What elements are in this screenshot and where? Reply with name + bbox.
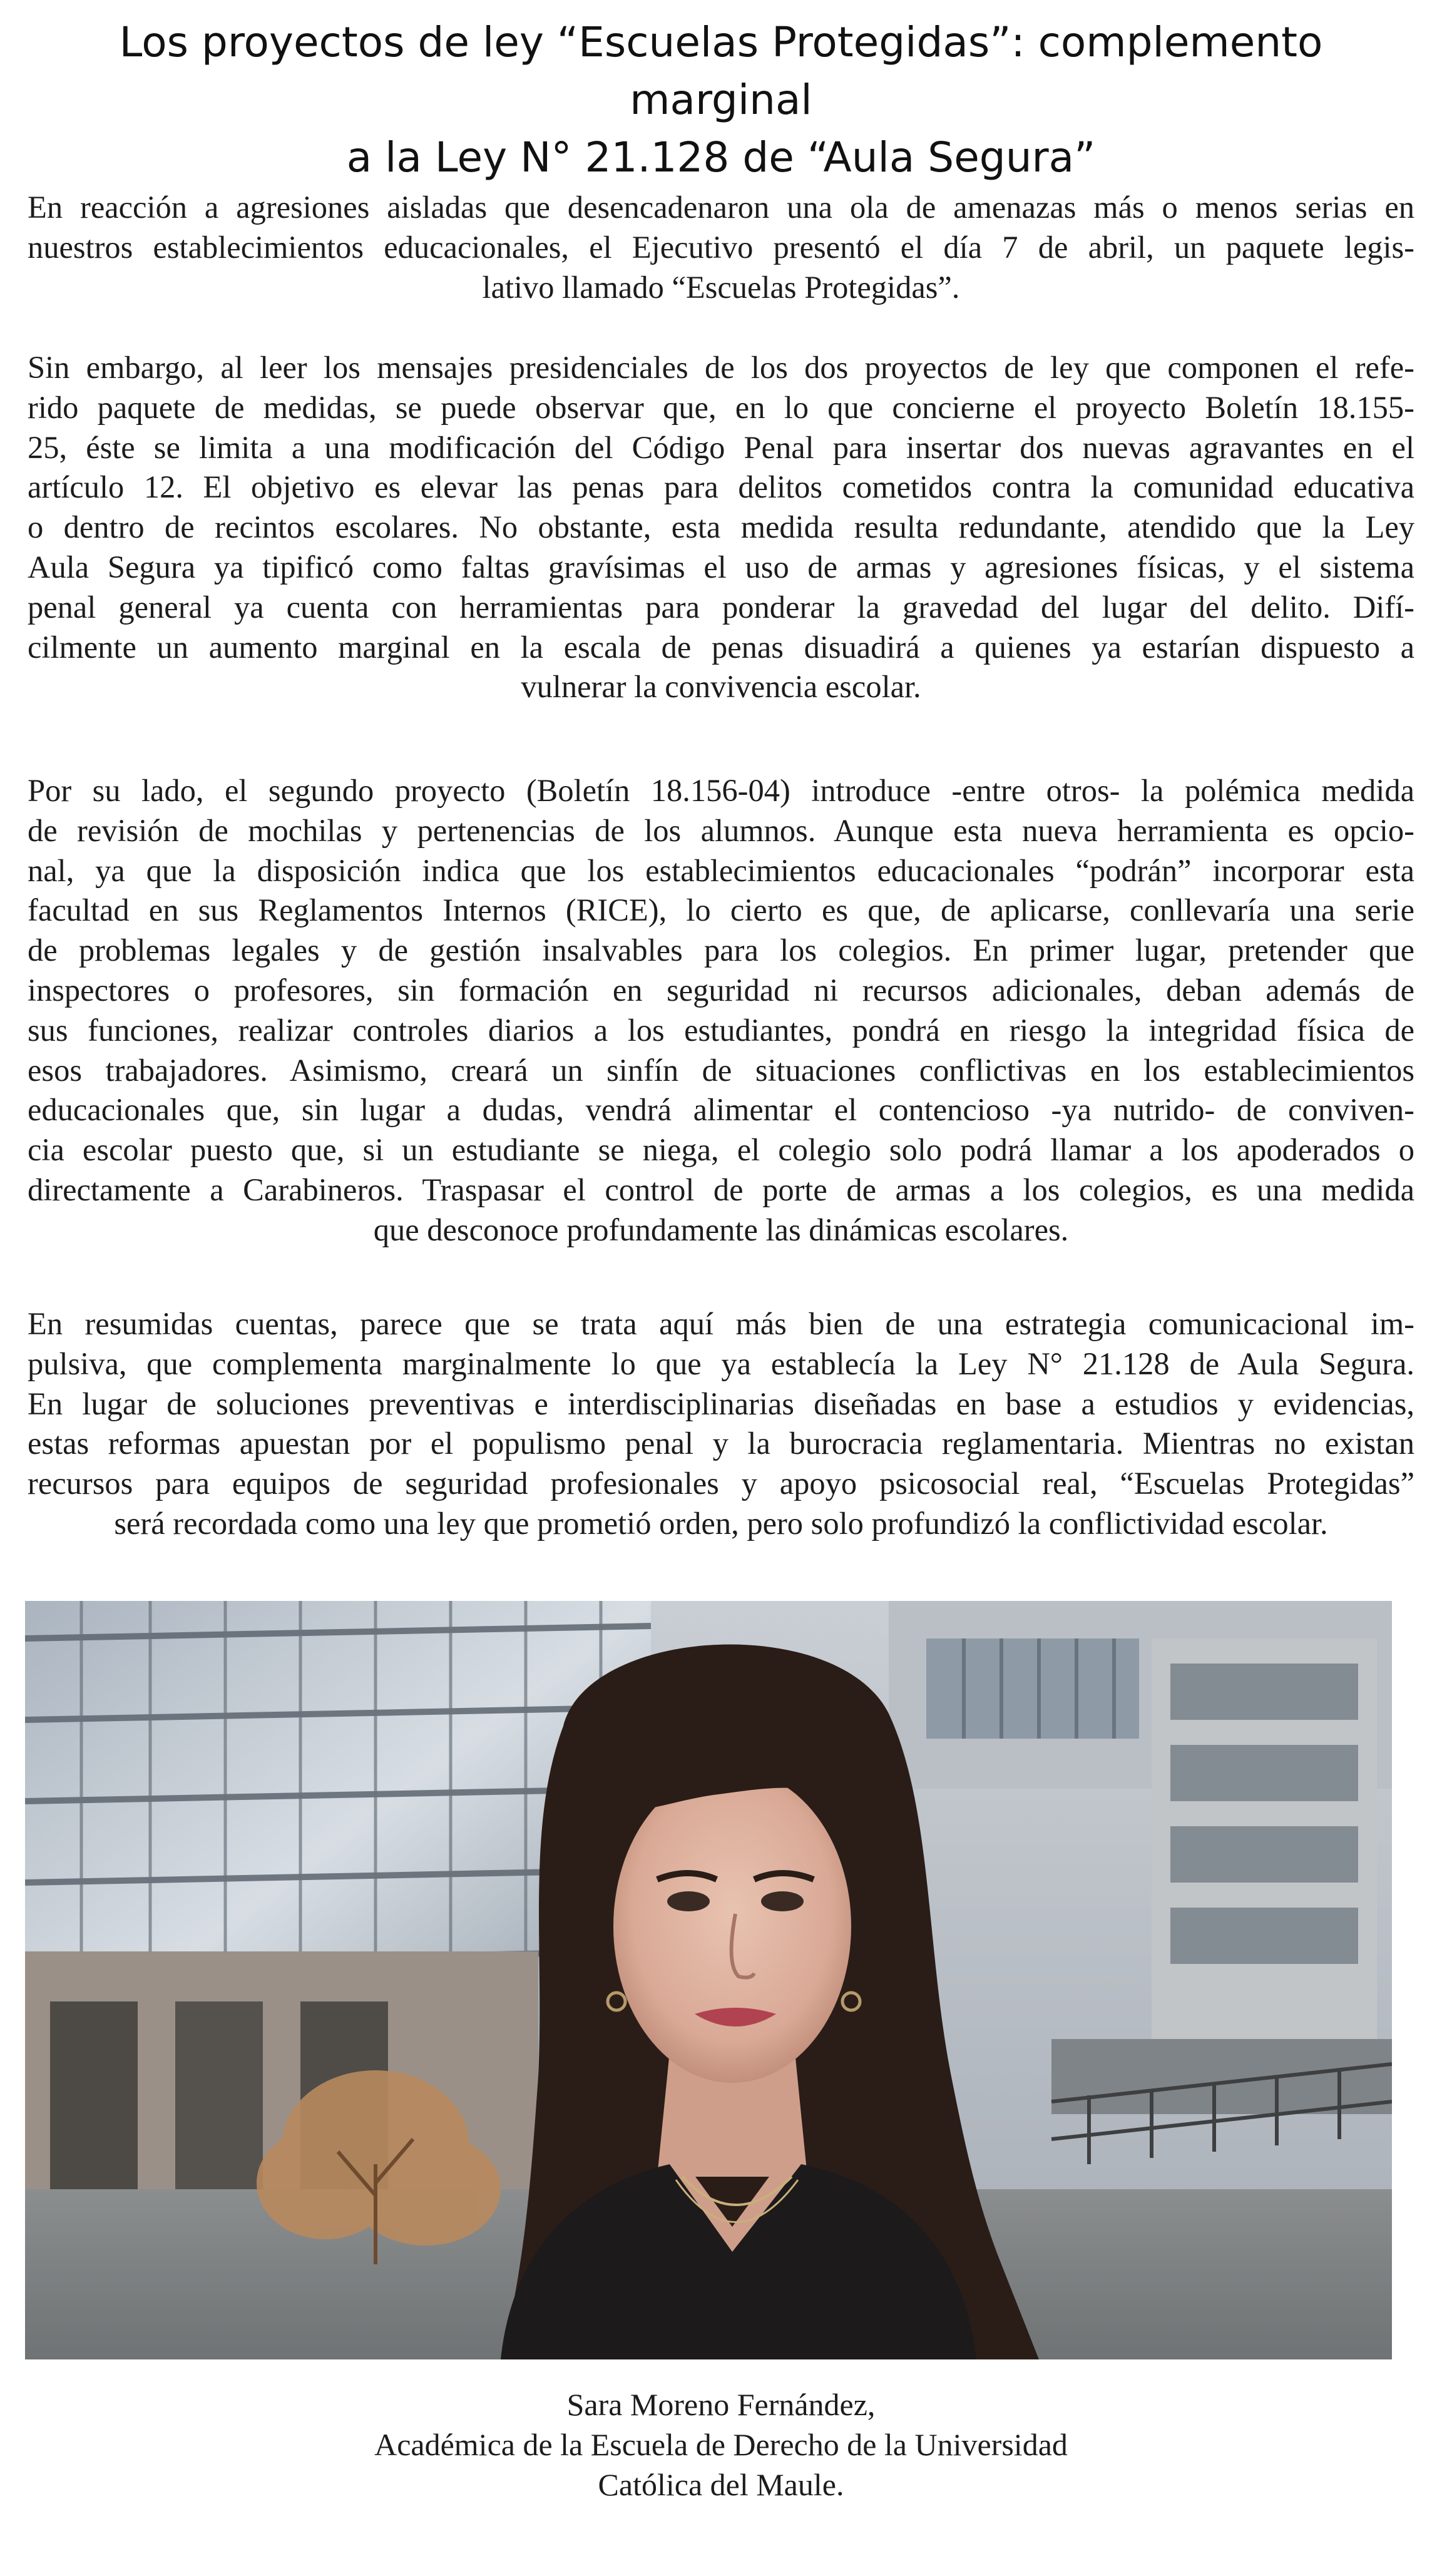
paragraph-line: pulsiva, que complementa marginalmente lo que ya establecía la Ley N° 21.128 de Aula Segura. [28,1346,1414,1381]
paragraph-line: nuestros establecimientos educacionales, el Ejecutivo presentó el día 7 de abril, un paquete legis- [28,229,1414,265]
title-line-2: a la Ley N° 21.128 de “Aula Segura” [346,133,1096,181]
paragraph-line: 25, éste se limita a una modificación del Código Penal para insertar dos nuevas agravantes en el [28,429,1414,465]
article-title [25,14,1417,187]
paragraph-2 [28,348,1414,707]
paragraph-line: esos trabajadores. Asimismo, creará un sinfín de situaciones conflictivas en los establecimientos [28,1052,1414,1088]
paragraph-line: o dentro de recintos escolares. No obstante, esta medida resulta redundante, atendido que la Ley [28,509,1414,545]
paragraph-line: Sin embargo, al leer los mensajes presidenciales de los dos proyectos de ley que componen el refe- [28,350,1414,385]
paragraph-1 [28,188,1414,307]
paragraph-line: será recordada como una ley que prometió orden, pero solo profundizó la conflictividad escolar. [114,1505,1328,1541]
paragraph-line: de problemas legales y de gestión insalvables para los colegios. En primer lugar, pretender que [28,933,1414,968]
paragraph-line: facultad en sus Reglamentos Internos (RICE), lo cierto es que, de aplicarse, conllevaría una serie [28,892,1414,928]
paragraph-4 [28,1304,1414,1544]
paragraph-line: de revisión de mochilas y pertenencias de los alumnos. Aunque esta nueva herramienta es opcio- [28,812,1414,848]
paragraph-line: rido paquete de medidas, se puede observar que, en lo que concierne el proyecto Boletín 18.155- [28,389,1414,425]
paragraph-line: En resumidas cuentas, parece que se trata aquí más bien de una estrategia comunicacional im- [28,1306,1414,1341]
author-name: Sara Moreno Fernández, [566,2387,876,2422]
paragraph-line: cia escolar puesto que, si un estudiante se niega, el colegio solo podrá llamar a los apoderados o [28,1132,1414,1168]
paragraph-line: En lugar de soluciones preventivas e interdisciplinarias diseñadas en base a estudios y evidencias, [28,1386,1414,1421]
paragraph-line: estas reformas apuestan por el populismo penal y la burocracia reglamentaria. Mientras no existan [28,1426,1414,1461]
paragraph-line: artículo 12. El objetivo es elevar las penas para delitos cometidos contra la comunidad educativa [28,469,1414,505]
paragraph-line: Por su lado, el segundo proyecto (Boletín 18.156-04) introduce -entre otros- la polémica medida [28,773,1414,808]
author-photo [25,1601,1392,2359]
paragraph-line: cilmente un aumento marginal en la escala de penas disuadirá a quienes ya estarían dispuesto a [28,629,1414,665]
paragraph-line: En reacción a agresiones aisladas que desencadenaron una ola de amenazas más o menos serias en [28,190,1414,225]
author-role: Académica de la Escuela de Derecho de la Universidad [374,2427,1068,2462]
paragraph-line: sus funciones, realizar controles diarios a los estudiantes, pondrá en riesgo la integridad física de [28,1012,1414,1048]
paragraph-line: vulnerar la convivencia escolar. [521,669,921,705]
author-university: Católica del Maule. [598,2467,844,2502]
paragraph-line: recursos para equipos de seguridad profesionales y apoyo psicosocial real, “Escuelas Protegidas” [28,1466,1414,1501]
paragraph-line: directamente a Carabineros. Traspasar el control de porte de armas a los colegios, es una medida [28,1172,1414,1207]
paragraph-line: Aula Segura ya tipificó como faltas gravísimas el uso de armas y agresiones físicas, y el sistema [28,549,1414,585]
paragraph-line: inspectores o profesores, sin formación en seguridad ni recursos adicionales, deban además de [28,972,1414,1008]
paragraph-line: penal general ya cuenta con herramientas para ponderar la gravedad del lugar del delito. Difí- [28,589,1414,625]
paragraph-line: nal, ya que la disposición indica que los establecimientos educacionales “podrán” incorporar esta [28,852,1414,888]
paragraph-line: lativo llamado “Escuelas Protegidas”. [482,269,960,305]
title-line-1: Los proyectos de ley “Escuelas Protegidas”: complemento marginal [119,18,1323,124]
paragraph-line: que desconoce profundamente las dinámicas escolares. [373,1212,1069,1247]
paragraph-3 [28,771,1414,1250]
paragraph-line: educacionales que, sin lugar a dudas, vendrá alimentar el contencioso -ya nutrido- de conviven- [28,1092,1414,1128]
